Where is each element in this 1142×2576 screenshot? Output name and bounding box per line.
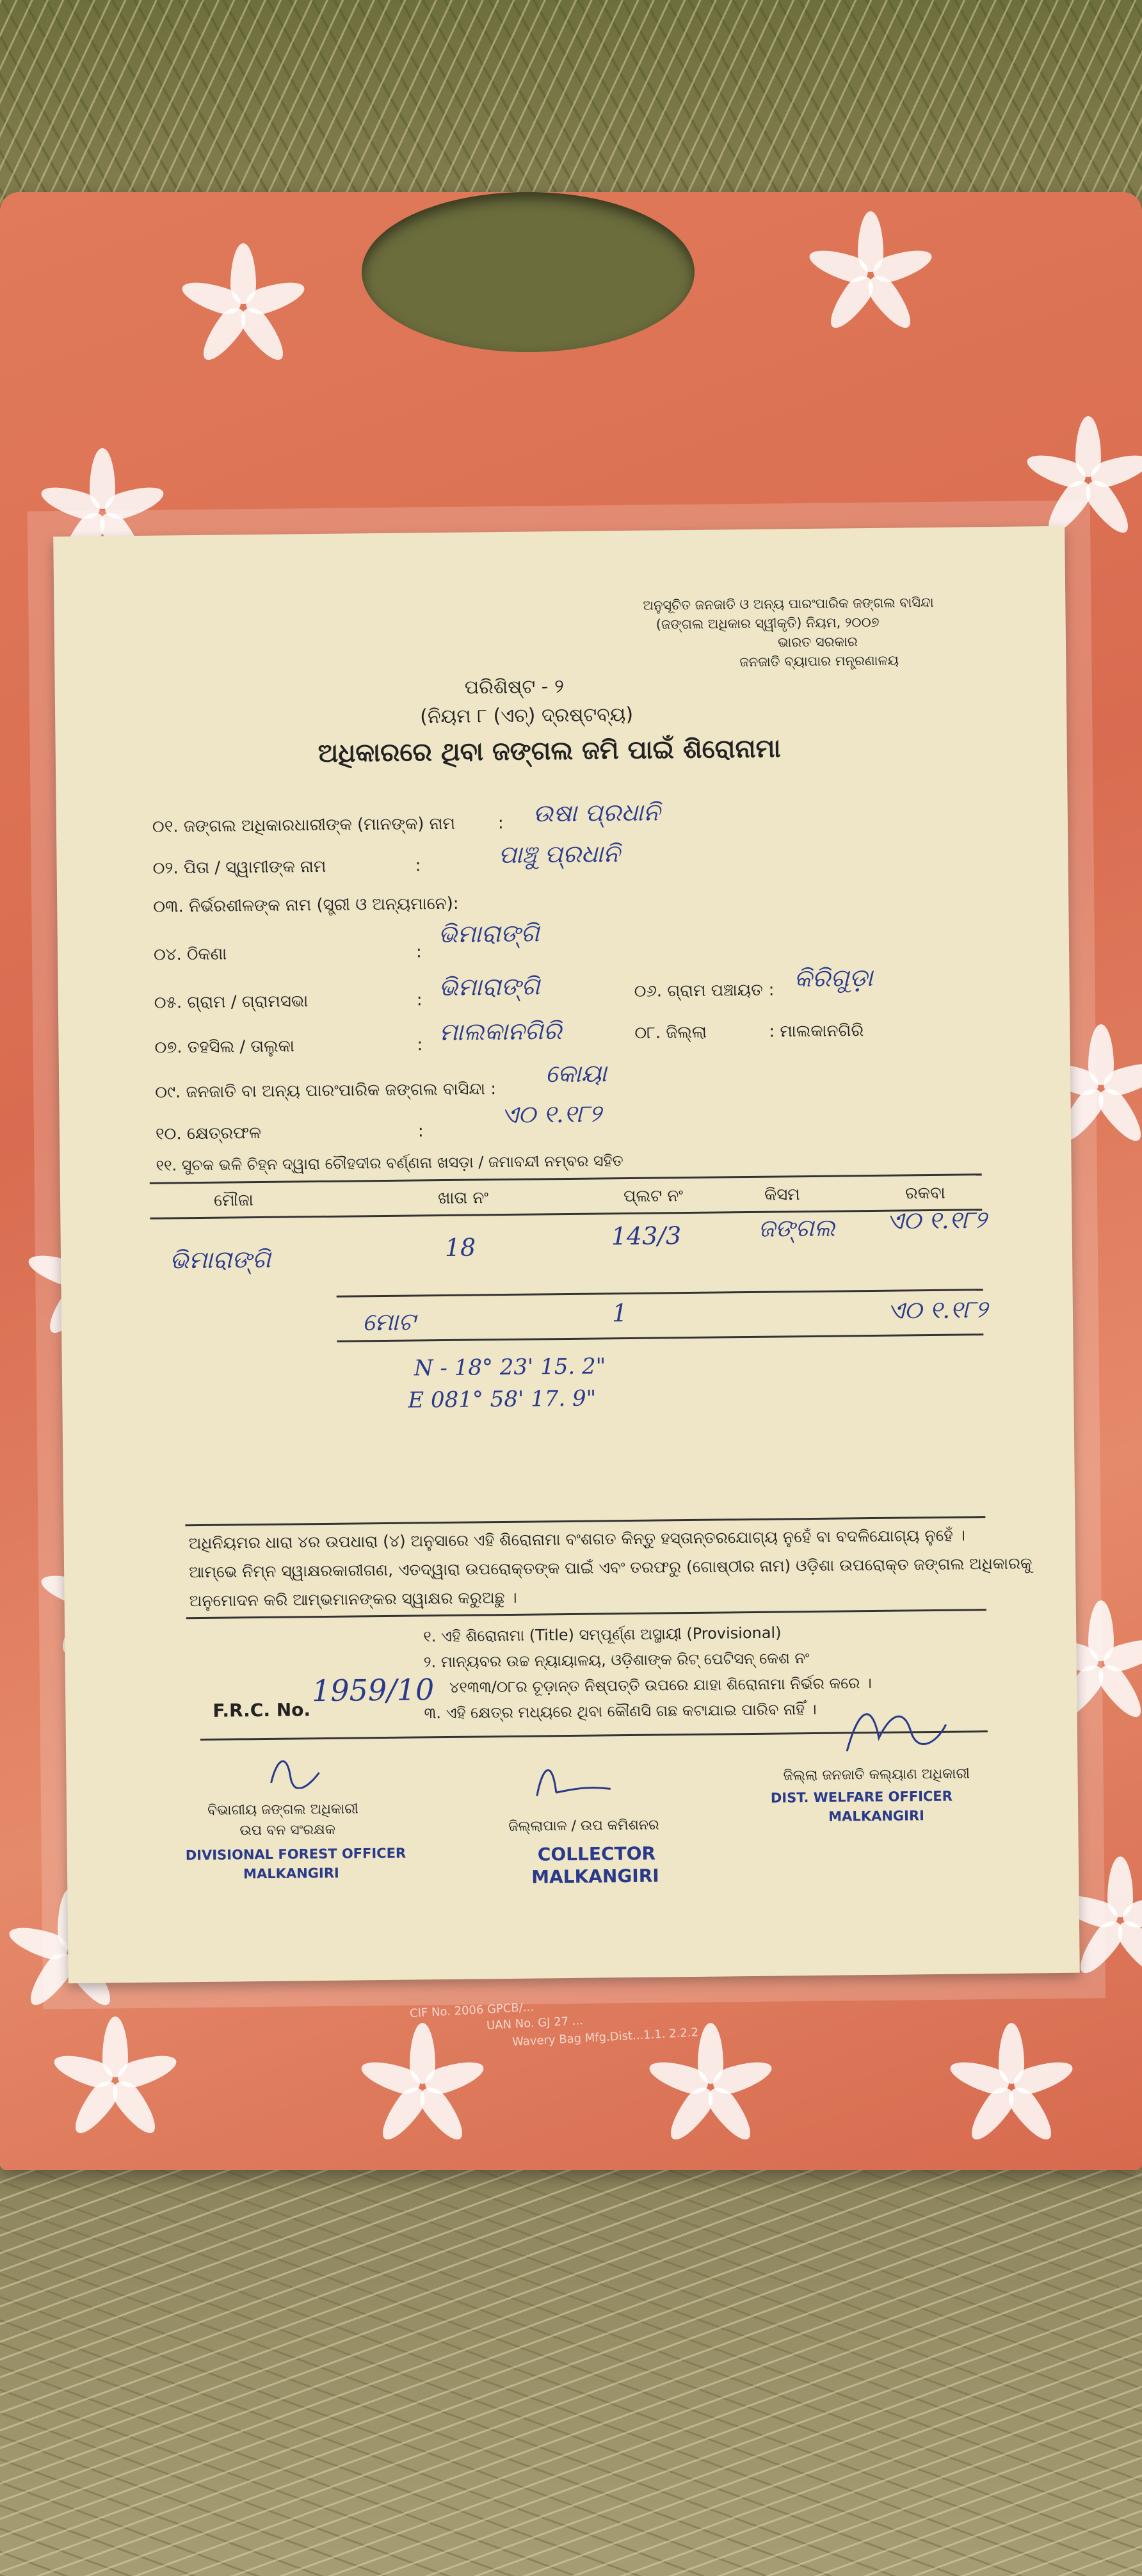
table-header-rule [150, 1209, 982, 1220]
document-title: ଅଧିକାରରେ ଥିବା ଜଙ୍ଗଲ ଜମି ପାଇଁ ଶିରୋନାମା [318, 734, 781, 769]
header-line-4: ଜନଜାତି ବ୍ୟାପାର ମନ୍ତ୍ରଣାଳୟ [739, 652, 899, 670]
welfare-officer-title-odia: ଜିଲ୍ଲା ଜନଜାତି କଲ୍ୟାଣ ଅଧିକାରୀ [783, 1766, 970, 1784]
declaration-top-rule [185, 1516, 985, 1526]
field-value-gram-panchayat: କିରିଗୁଡ଼ା [794, 963, 873, 993]
table-header-khata: ଖାତା ନଂ [437, 1188, 489, 1209]
table-cell-rakba: ଏ୦ ୧.୧୮୨ [886, 1205, 987, 1235]
field-value-tribe: କୋୟା [545, 1059, 607, 1088]
field-value-address: ଭିମାରାଙ୍ଗି [438, 919, 540, 949]
dfo-stamp-line-1: DIVISIONAL FOREST OFFICER [185, 1845, 406, 1864]
header-line-1: ଅନୁସୂଚିତ ଜନଜାତି ଓ ଅନ୍ୟ ପାରଂପାରିକ ଜଙ୍ଗଲ ବାସିନ୍ଦା [643, 594, 934, 613]
field-label-tribe: ୦୯. ଜନଜାତି ବା ଅନ୍ୟ ପାରଂପାରିକ ଜଙ୍ଗଲ ବାସିନ୍ଦା : [155, 1079, 497, 1102]
grass-background-bottom [0, 2164, 1142, 2576]
welfare-officer-stamp-line-1: DIST. WELFARE OFFICER [770, 1788, 953, 1806]
bag-flower-print [647, 2023, 775, 2151]
field-value-father-name: ପାଞ୍ଚୁ ପ୍ରଧାନି [498, 839, 620, 869]
header-line-3: ଭାରତ ସରକାର [777, 634, 858, 650]
field-label-area: ୧୦. କ୍ଷେତ୍ରଫଳ [155, 1123, 262, 1144]
dfo-title-odia-1: ବିଭାଗୀୟ ଜଙ୍ଗଲ ଅଧିକାରୀ [207, 1801, 358, 1819]
dfo-signature [258, 1750, 329, 1789]
boundary-description-line: ୧୧. ସୁଚକ ଭଳି ଚିହ୍ନ ଦ୍ୱାରା ଚୌହଦୀର ବର୍ଣ୍ଣନା ଖସଡ଼ା / ଜମାବନ୍ଦୀ ନମ୍ବର ସହିତ [156, 1152, 623, 1175]
bag-flower-print [807, 211, 935, 339]
frc-number-value: 1959/10 [311, 1672, 435, 1709]
table-cell-kisam: ଜଙ୍ଗଲ [758, 1213, 835, 1243]
bag-flower-print [51, 2017, 179, 2145]
table-header-plot: ପ୍ଲଟ ନଂ [623, 1186, 684, 1207]
total-label: ମୋଟ [362, 1307, 415, 1337]
collector-signature [527, 1760, 617, 1799]
field-label-address: ୦୪. ଠିକଣା [153, 944, 227, 965]
frc-number-label: F.R.C. No. [213, 1699, 311, 1721]
field-value-village: ଭିମାରାଙ୍ଗି [438, 972, 540, 1002]
bag-flower-print [1024, 416, 1142, 544]
declaration-line-1: ଅଧିନିୟମର ଧାରା ୪ର ଉପଧାରା (୪) ଅନୁସାରେ ଏହି ଶିରୋନାମା ବଂଶଗତ କିନ୍ତୁ ହସ୍ତାନ୍ତରଯୋଗ୍ୟ ନୁହେଁ ବା ବଦଳିଯୋଗ୍ୟ ନୁହେଁ । [188, 1525, 966, 1553]
table-cell-khata: 18 [444, 1233, 476, 1262]
header-line-2: (ଜଙ୍ଗଲ ଅଧିକାର ସ୍ୱୀକୃତି) ନିୟମ, ୨୦୦୭ [655, 614, 880, 632]
note-3: ୩. ଏହି କ୍ଷେତ୍ର ମଧ୍ୟରେ ଥିବା କୌଣସି ଗଛ କଟାଯାଇ ପାରିବ ନାହିଁ । [424, 1700, 817, 1723]
field-label-district: ୦୮. ଜିଲ୍ଲା [634, 1022, 707, 1043]
collector-stamp-line-2: MALKANGIRI [531, 1865, 659, 1888]
total-count: 1 [611, 1299, 628, 1328]
bag-print-line-1: CIF No. 2006 GPCB/... [409, 2000, 535, 2021]
field-value-district: : ମାଲକାନଗିରି [769, 1021, 864, 1042]
field-label-father-name: ୦୨. ପିତା / ସ୍ୱାମୀଙ୍କ ନାମ [152, 857, 326, 878]
bag-print-line-3: Wavery Bag Mfg.Dist...1.1. 2.2.2 [511, 2025, 699, 2049]
field-label-tahasil: ୦୭. ତହସିଲ / ତାଲୁକା [154, 1036, 294, 1058]
field-value-holder-name: ଉଷା ପ୍ରଧାନି [533, 798, 661, 828]
appendix-label: ପରିଶିଷ୍ଟ - ୨ [464, 675, 565, 699]
table-header-rakba: ରକବା [905, 1183, 945, 1203]
welfare-officer-signature [833, 1699, 949, 1758]
table-cell-mouza: ଭିମାରାଙ୍ଗି [169, 1244, 271, 1275]
declaration-bottom-rule [186, 1609, 986, 1619]
forest-rights-title-document: ଅନୁସୂଚିତ ଜନଜାତି ଓ ଅନ୍ୟ ପାରଂପାରିକ ଜଙ୍ଗଲ ବାସିନ୍ଦା (ଜଙ୍ଗଲ ଅଧିକାର ସ୍ୱୀକୃତି) ନିୟମ, ୨୦୦୭ ଭାରତ ସରକାର ଜନଜାତି ବ୍ୟାପାର ମନ୍ତ୍ରଣାଳୟ ପରିଶିଷ୍ଟ - ୨ (ନିୟମ ୮ (ଏଚ୍) ଦ୍ରଷ୍ଟବ୍ୟ) ଅଧିକାରରେ ଥିବା ଜଙ୍ଗଲ ଜମି ପାଇଁ ଶିରୋନାମା ୦୧. ଜଙ୍ଗଲ ଅଧିକାରଧାରୀଙ୍କ (ମାନଙ୍କ) ନାମ : ଉଷା ପ୍ରଧାନି ୦୨. ପିତା / ସ୍ୱାମୀଙ୍କ ନାମ : ପାଞ୍ଚୁ ପ୍ରଧାନି ୦୩. ନିର୍ଭରଶୀଳଙ୍କ ନାମ (ସ୍ତ୍ରୀ ଓ ଅନ୍ୟମାନେ): ୦୪. ଠିକଣା : ଭିମାରାଙ୍ଗି ୦୫. ଗ୍ରାମ / ଗ୍ରାମସଭା : ଭିମାରାଙ୍ଗି ୦୬. ଗ୍ରାମ ପଞ୍ଚାୟତ : କିରିଗୁଡ଼ା ୦୭. ତହସିଲ / ତାଲୁକା : ମାଲକାନଗିରି ୦୮. ଜିଲ୍ଲା : ମାଲକାନଗିରି ୦୯. ଜନଜାତି ବା ଅନ୍ୟ ପାରଂପାରିକ ଜଙ୍ଗଲ ବାସିନ୍ଦା : କୋୟା ୧୦. କ୍ଷେତ୍ରଫଳ : ଏ୦ ୧.୧୮୨ ୧୧. ସୁଚକ ଭଳି ଚିହ୍ନ ଦ୍ୱାରା ଚୌହଦୀର ବର୍ଣ୍ଣନା ଖସଡ଼ା / ଜମାବନ୍ଦୀ ନମ୍ବର ସହିତ ମୌଜା ଖାତା ନଂ ପ୍ଲଟ ନଂ କିସମ ରକବା ଭିମାରାଙ୍ଗି 18 143/3 ଜଙ୍ଗଲ ଏ୦ ୧.୧୮୨ ମୋଟ 1 ଏ୦ ୧.୧୮୨ N - 18° 23' 15. 2" E 081° 58' 17. 9" ଅଧିନିୟମର ଧାରା ୪ର ଉପଧାରା (୪) ଅନୁସାରେ ଏହି ଶିରୋନାମା ବଂଶଗତ କିନ୍ତୁ ହସ୍ତାନ୍ତରଯୋଗ୍ୟ ନୁହେଁ ବା ବଦଳିଯୋଗ୍ୟ ନୁହେଁ । ଆମ୍ଭେ ନିମ୍ନ ସ୍ୱାକ୍ଷରକାରୀଗଣ, ଏତଦ୍ୱାରା ଉପରୋକ୍ତଙ୍କ ପାଇଁ ଏବଂ ତରଫରୁ (ଗୋଷ୍ଠୀର ନାମ) ଓଡ଼ିଶା ଉପରୋକ୍ତ ଜଙ୍ଗଲ ଅଧିକାରକୁ ଅନୁମୋଦନ କରି ଆମ୍ଭମାନଙ୍କର ସ୍ୱାକ୍ଷର କରୁଅଛୁ । ୧. ଏହି ଶିରୋନାମା (Title) ସମ୍ପୂର୍ଣ୍ଣ ଅସ୍ଥାୟୀ (Provisional) ୨. ମାନ୍ୟବର ଉଚ୍ଚ ନ୍ୟାୟାଳୟ, ଓଡ଼ିଶାଙ୍କ ରିଟ୍ ପେଟିସନ୍ କେଶ ନଂ ୪୧୩୩/୦୮ର ଚୂଡ଼ାନ୍ତ ନିଷ୍ପତ୍ତି ଉପରେ ଯାହା ଶିରୋନାମା ନିର୍ଭର କରେ । ୩. ଏହି କ୍ଷେତ୍ର ମଧ୍ୟରେ ଥିବା କୌଣସି ଗଛ କଟାଯାଇ ପାରିବ ନାହିଁ । F.R.C. No. 1959/10 ବିଭାଗୀୟ ଜଙ୍ଗଲ ଅଧିକାରୀ ଉପ ବନ ସଂରକ୍ଷକ DIVISIONAL FOREST OFFICER MALKANGIRI ଜିଲ୍ଲାପାଳ / ଉପ କମିଶନର COLLECTOR MALKANGIRI ଜିଲ୍ଲା ଜନଜାତି କଲ୍ୟାଣ ଅଧିକାରୀ DIST. WELFARE OFFICER MALKANGIRI [53, 526, 1080, 1983]
field-label-village: ୦୫. ଗ୍ରାମ / ଗ୍ରାମସଭା [154, 992, 309, 1013]
field-value-area: ଏ୦ ୧.୧୮୨ [501, 1099, 602, 1129]
table-header-kisam: କିସମ [764, 1185, 800, 1205]
collector-title-odia: ଜିଲ୍ଲାପାଳ / ଉପ କମିଶନର [508, 1817, 659, 1835]
bag-handle-hole [362, 192, 695, 352]
declaration-line-2: ଆମ୍ଭେ ନିମ୍ନ ସ୍ୱାକ୍ଷରକାରୀଗଣ, ଏତଦ୍ୱାରା ଉପରୋକ୍ତଙ୍କ ପାଇଁ ଏବଂ ତରଫରୁ (ଗୋଷ୍ଠୀର ନାମ) ଓଡ଼ିଶା ଉପରୋକ୍ତ ଜଙ୍ଗଲ ଅଧିକାରକୁ [189, 1554, 1033, 1582]
total-area: ଏ୦ ୧.୧୮୨ [887, 1295, 988, 1324]
declaration-line-3: ଅନୁମୋଦନ କରି ଆମ୍ଭମାନଙ୍କର ସ୍ୱାକ୍ଷର କରୁଅଛୁ । [189, 1588, 517, 1611]
total-top-rule [337, 1289, 983, 1298]
table-top-rule [150, 1173, 982, 1184]
note-2: ୨. ମାନ୍ୟବର ଉଚ୍ଚ ନ୍ୟାୟାଳୟ, ଓଡ଼ିଶାଙ୍କ ରିଟ୍ ପେଟିସନ୍ କେଶ ନଂ [423, 1649, 810, 1671]
bag-print-line-2: UAN No. GJ 27 ... [486, 2014, 584, 2033]
welfare-officer-stamp-line-2: MALKANGIRI [828, 1808, 925, 1824]
total-bottom-rule [337, 1333, 983, 1342]
bag-flower-print [947, 2023, 1075, 2151]
coordinate-north: N - 18° 23' 15. 2" [414, 1353, 606, 1381]
rule-reference: (ନିୟମ ୮ (ଏଚ୍) ଦ୍ରଷ୍ଟବ୍ୟ) [420, 703, 634, 729]
field-label-dependents: ୦୩. ନିର୍ଭରଶୀଳଙ୍କ ନାମ (ସ୍ତ୍ରୀ ଓ ଅନ୍ୟମାନେ): [153, 894, 459, 917]
table-cell-plot: 143/3 [611, 1221, 682, 1251]
bag-flower-print [358, 2023, 487, 2151]
dfo-title-odia-2: ଉପ ବନ ସଂରକ୍ଷକ [239, 1821, 336, 1839]
collector-stamp-line-1: COLLECTOR [537, 1842, 656, 1865]
field-label-gram-panchayat: ୦୬. ଗ୍ରାମ ପଞ୍ଚାୟତ [634, 980, 763, 1001]
table-header-mouza: ମୌଜା [213, 1191, 253, 1211]
field-value-tahasil: ମାଲକାନଗିରି [439, 1017, 562, 1047]
coordinate-east: E 081° 58' 17. 9" [408, 1385, 597, 1413]
field-label-holder-name: ୦୧. ଜଙ୍ଗଲ ଅଧିକାରଧାରୀଙ୍କ (ମାନଙ୍କ) ନାମ [152, 814, 456, 837]
note-1: ୧. ଏହି ଶିରୋନାମା (Title) ସମ୍ପୂର୍ଣ୍ଣ ଅସ୍ଥାୟୀ (Provisional) [423, 1623, 782, 1646]
dfo-stamp-line-2: MALKANGIRI [243, 1865, 339, 1882]
note-2-continued: ୪୧୩୩/୦୮ର ଚୂଡ଼ାନ୍ତ ନିଷ୍ପତ୍ତି ଉପରେ ଯାହା ଶିରୋନାମା ନିର୍ଭର କରେ । [449, 1674, 872, 1696]
bag-flower-print [179, 243, 307, 371]
